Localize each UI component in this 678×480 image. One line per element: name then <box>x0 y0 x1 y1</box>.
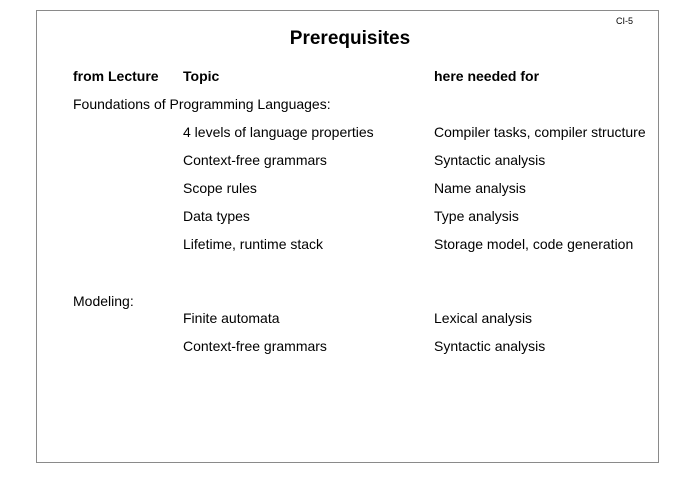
topic-cell: 4 levels of language properties <box>183 124 374 140</box>
column-header-topic: Topic <box>183 68 220 84</box>
needed-for-cell: Compiler tasks, compiler structure <box>434 124 646 140</box>
column-header-from-lecture: from Lecture <box>73 68 159 84</box>
needed-for-cell: Storage model, code generation <box>434 236 634 252</box>
slide-title: Prerequisites <box>289 28 411 49</box>
slide-id: CI-5 <box>616 16 634 26</box>
needed-for-cell: Name analysis <box>434 180 526 196</box>
topic-cell: Context-free grammars <box>183 338 327 354</box>
topic-cell: Finite automata <box>183 310 280 326</box>
section-heading-modeling: Modeling: <box>73 293 134 309</box>
needed-for-cell: Type analysis <box>434 208 519 224</box>
topic-cell: Data types <box>183 208 250 224</box>
needed-for-cell: Syntactic analysis <box>434 152 546 168</box>
topic-cell: Context-free grammars <box>183 152 327 168</box>
needed-for-cell: Syntactic analysis <box>434 338 546 354</box>
column-header-needed-for: here needed for <box>434 68 540 84</box>
needed-for-cell: Lexical analysis <box>434 310 533 326</box>
topic-cell: Lifetime, runtime stack <box>183 236 324 252</box>
section-heading-foundations: Foundations of Programming Languages: <box>73 96 331 112</box>
topic-cell: Scope rules <box>183 180 257 196</box>
